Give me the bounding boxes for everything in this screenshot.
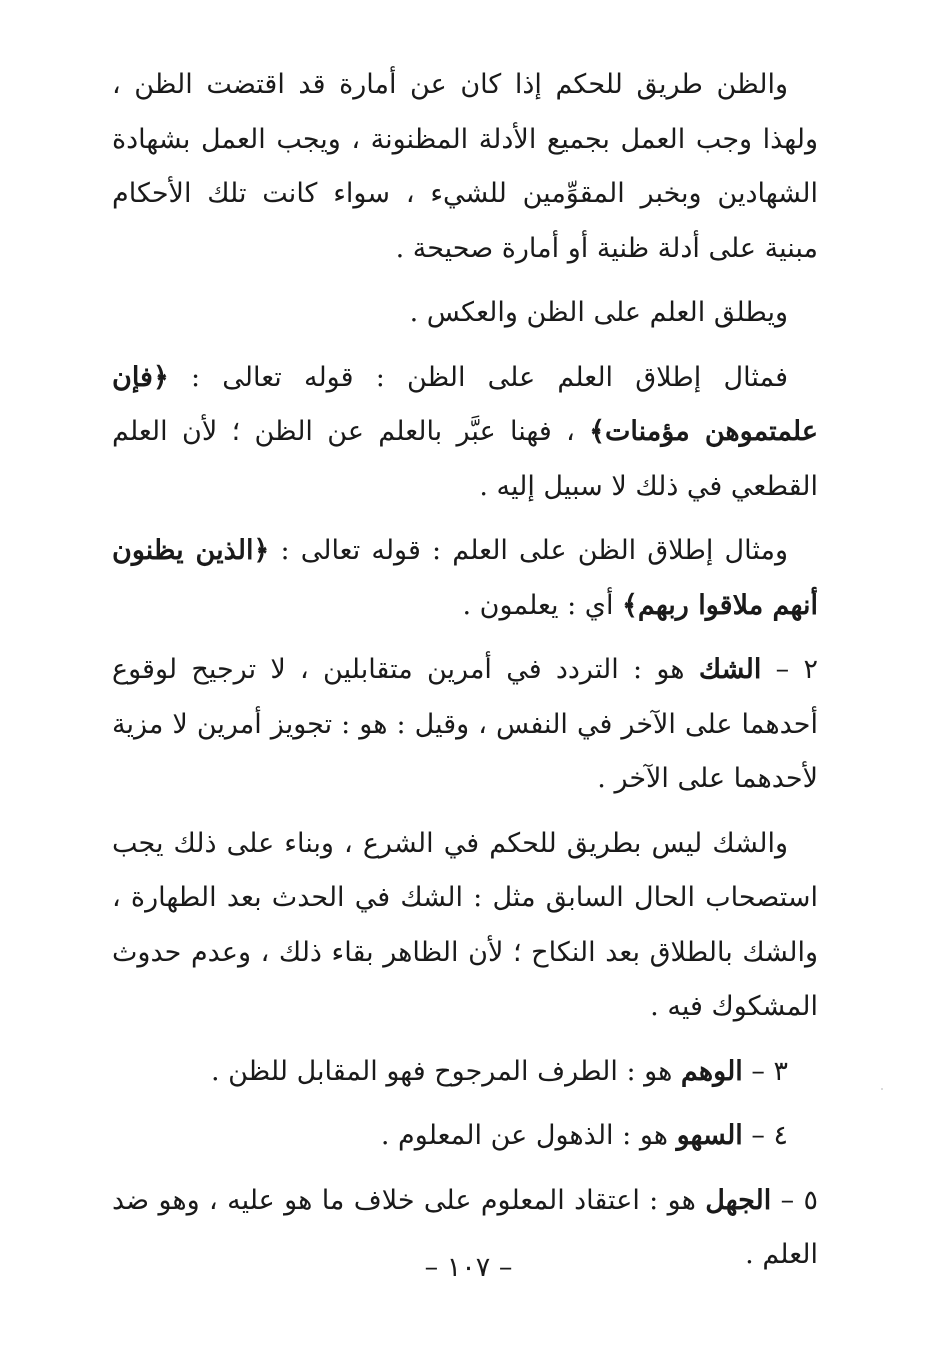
paragraph-text: فمثال إطلاق العلم على الظن : قوله تعالى : xyxy=(168,361,788,393)
item-term: الوهم xyxy=(680,1055,743,1087)
paragraph-shakk-ruling: والشك ليس بطريق للحكم في الشرع ، وبناء على ذلك يجب استصحاب الحال السابق مثل : الشك في الحدث بعد الطهارة ، والشك بالطلاق بعد النكاح ؛ لأن الظاهر بقاء ذلك ، وعدم حدوث المشكوك فيه . xyxy=(112,827,818,1022)
list-item-shakk xyxy=(112,643,818,807)
item-text: هو : الطرف المرجوح فهو المقابل للظن . xyxy=(210,1055,681,1087)
item-number: ٤ – xyxy=(742,1120,788,1151)
paragraph-zann-as-path: والظن طريق للحكم إذا كان عن أمارة قد اقتضت الظن ، ولهذا وجب العمل بجميع الأدلة المظنونة ، ويجب العمل بشهادة الشهادين وبخبر المقوِّمين للشيء ، سواء كانت تلك الأحكام مبنية على أدلة ظنية أو أمارة صحيحة . xyxy=(112,69,818,264)
list-item-sahw xyxy=(112,1109,818,1164)
item-text: هو : اعتقاد المعلوم على خلاف ما هو عليه ، وهو ضد العلم . xyxy=(112,1184,818,1270)
quran-open-bracket: ﴿ xyxy=(253,535,270,566)
item-number: ٥ – xyxy=(771,1184,818,1216)
item-text: هو : الذهول عن المعلوم . xyxy=(380,1120,677,1151)
quran-quote: فإن علمتموهن مؤمنات xyxy=(112,361,818,447)
list-item-wahm xyxy=(112,1045,818,1100)
item-term: الشك xyxy=(698,654,762,685)
item-number: ٣ – xyxy=(742,1055,788,1087)
paragraph-ilm-on-zann: ويطلق العلم على الظن والعكس . xyxy=(409,297,788,328)
paragraph-example-zann-for-ilm xyxy=(112,524,818,633)
paragraph-text: ، فهنا عبَّر بالعلم عن الظن ؛ لأن العلم القطعي في ذلك لا سبيل إليه . xyxy=(112,416,818,502)
scan-speck xyxy=(881,1088,883,1090)
paragraph-text: ومثال إطلاق الظن على العلم : قوله تعالى : xyxy=(269,535,788,566)
item-text: هو : التردد في أمرين متقابلين ، لا ترجيح لوقوع أحدهما على الآخر في النفس ، وقيل : هو : تجويز أمرين لا مزية لأحدهما على الآخر . xyxy=(112,654,818,794)
item-term: السهو xyxy=(676,1120,743,1151)
paragraph-example-ilm-for-zann xyxy=(112,351,818,515)
paragraph-text: أي : يعلمون . xyxy=(462,589,623,621)
quran-close-bracket: ﴾ xyxy=(622,589,638,621)
quran-close-bracket: ﴾ xyxy=(589,416,605,447)
quran-open-bracket: ﴿ xyxy=(152,361,169,393)
page-body xyxy=(112,58,818,1293)
page-number: – ١٠٧ – xyxy=(424,1252,513,1283)
item-term: الجهل xyxy=(705,1184,772,1216)
quran-quote: الذين يظنون أنهم ملاقوا ربهم xyxy=(112,535,818,621)
item-number: ٢ – xyxy=(761,654,818,685)
